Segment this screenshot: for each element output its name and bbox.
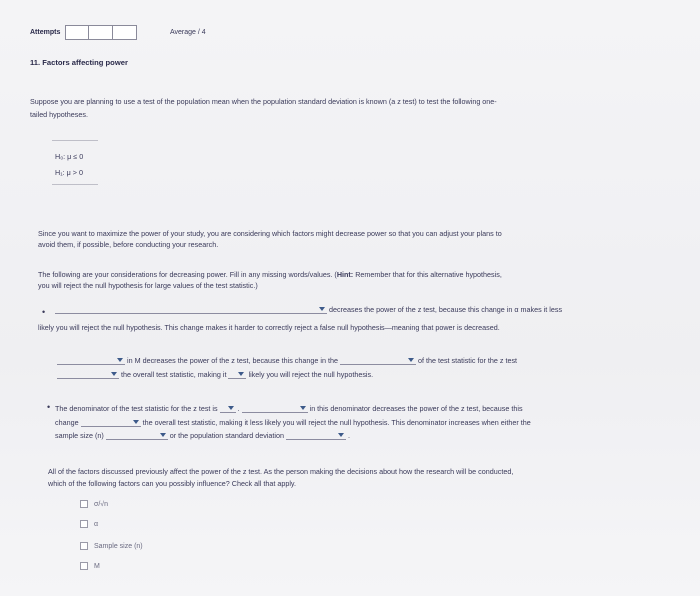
option-label: σ/√n — [94, 500, 108, 508]
change-effect-dropdown[interactable] — [81, 418, 141, 427]
effect-dropdown[interactable] — [57, 370, 119, 379]
hint-text: Remember that for this alternative hypothesis, — [353, 270, 502, 279]
bullet-2-text-1: in M decreases the power of the z test, because this change in the — [127, 356, 338, 365]
chevron-down-icon — [228, 406, 234, 410]
chevron-down-icon — [117, 358, 123, 362]
checkbox[interactable] — [80, 542, 88, 550]
chevron-down-icon — [238, 372, 244, 376]
option-label: Sample size (n) — [94, 542, 143, 550]
power-text-line-1: Since you want to maximize the power of your study, you are considering which factors might decrease power so that you can adjust your plans to — [38, 229, 502, 238]
hypotheses-rule-top — [52, 140, 98, 141]
chevron-down-icon — [133, 420, 139, 424]
bullet-3-line-3 — [55, 431, 350, 440]
bullet-2-line-1 — [57, 356, 517, 365]
question-title: 11. Factors affecting power — [30, 58, 128, 67]
attempt-box-1 — [65, 25, 89, 40]
checkbox[interactable] — [80, 520, 88, 528]
considerations-line-1 — [38, 270, 502, 279]
bullet-3-text-5: the overall test statistic, making it less likely you will reject the null hypothesis. This denominator increases when either the — [142, 418, 531, 427]
checkbox[interactable] — [80, 500, 88, 508]
chevron-down-icon — [338, 433, 344, 437]
hypotheses-rule-bottom — [52, 184, 98, 185]
chevron-down-icon — [111, 372, 117, 376]
bullet-3-text-4: change — [55, 418, 79, 427]
chevron-down-icon — [300, 406, 306, 410]
bullet-1-line-2: likely you will reject the null hypothesis. This change makes it harder to correctly reject a false null hypothesis—meaning that power is decreased. — [38, 323, 500, 332]
power-text-line-2: avoid them, if possible, before conducting your research. — [38, 240, 219, 249]
chevron-down-icon — [408, 358, 414, 362]
bullet-2-text-2: of the test statistic for the z test — [417, 356, 518, 365]
chevron-down-icon — [319, 307, 325, 311]
intro-text-line-2: tailed hypotheses. — [30, 110, 88, 119]
sample-size-change-dropdown[interactable] — [106, 431, 168, 440]
likelihood-dropdown[interactable] — [228, 370, 246, 379]
chevron-down-icon — [160, 433, 166, 437]
bullet-2-text-3: the overall test statistic, making it — [121, 370, 227, 379]
bullet-3-line-2 — [55, 418, 531, 427]
bullet-3-line-1 — [55, 404, 523, 413]
bullet-3-text-6: sample size (n) — [55, 431, 104, 440]
option-m[interactable] — [80, 562, 100, 570]
option-label: α — [94, 520, 99, 528]
attempt-box-3 — [113, 25, 137, 40]
option-label: M — [94, 562, 100, 570]
bullet-3-text-1: The denominator of the test statistic for the z test is — [55, 404, 218, 413]
checkbox[interactable] — [80, 562, 88, 570]
summary-line-2: which of the following factors can you possibly influence? Check all that apply. — [48, 479, 296, 488]
option-sigma-over-root-n[interactable] — [80, 500, 108, 508]
bullet-1-line-1 — [55, 305, 562, 314]
bullet-3-text-3: in this denominator decreases the power of the z test, because this — [309, 404, 523, 413]
attempt-box-2 — [89, 25, 113, 40]
summary-line-1: All of the factors discussed previously affect the power of the z test. As the person making the decisions about how the research will be conducted, — [48, 467, 514, 476]
attempts-boxes — [65, 25, 137, 40]
statistic-part-dropdown[interactable] — [340, 356, 416, 365]
sd-change-dropdown[interactable] — [286, 431, 346, 440]
bullet-3-text-8: . — [348, 431, 351, 440]
bullet-2-line-2 — [57, 370, 373, 379]
hint-label: Hint: — [336, 270, 354, 279]
bullet-1-dot: • — [42, 307, 46, 317]
option-sample-size[interactable] — [80, 542, 143, 550]
factor-dropdown[interactable] — [55, 305, 327, 314]
bullet-2-text-4: likely you will reject the null hypothesis. — [248, 370, 374, 379]
null-hypothesis: H₀: μ ≤ 0 — [55, 152, 84, 161]
bullet-3-text-7: or the population standard deviation — [169, 431, 285, 440]
m-change-dropdown[interactable] — [57, 356, 125, 365]
denominator-change-dropdown[interactable] — [242, 404, 308, 413]
bullet-1-text: decreases the power of the z test, because this change in α makes it less — [329, 305, 563, 314]
option-alpha[interactable] — [80, 520, 98, 528]
bullet-3-dot: • — [47, 402, 51, 412]
bullet-3-text-2: . — [237, 404, 240, 413]
attempts-label: Attempts — [30, 29, 61, 36]
considerations-line-2: you will reject the null hypothesis for large values of the test statistic.) — [38, 281, 258, 290]
average-label: Average / 4 — [170, 29, 206, 36]
denominator-dropdown[interactable] — [220, 404, 236, 413]
considerations-text: The following are your considerations for decreasing power. Fill in any missing words/values. ( — [38, 270, 337, 279]
intro-text-line-1: Suppose you are planning to use a test of the population mean when the population standard deviation is known (a z test) to test the following one- — [30, 97, 497, 106]
alternative-hypothesis: H₁: μ > 0 — [55, 168, 83, 177]
